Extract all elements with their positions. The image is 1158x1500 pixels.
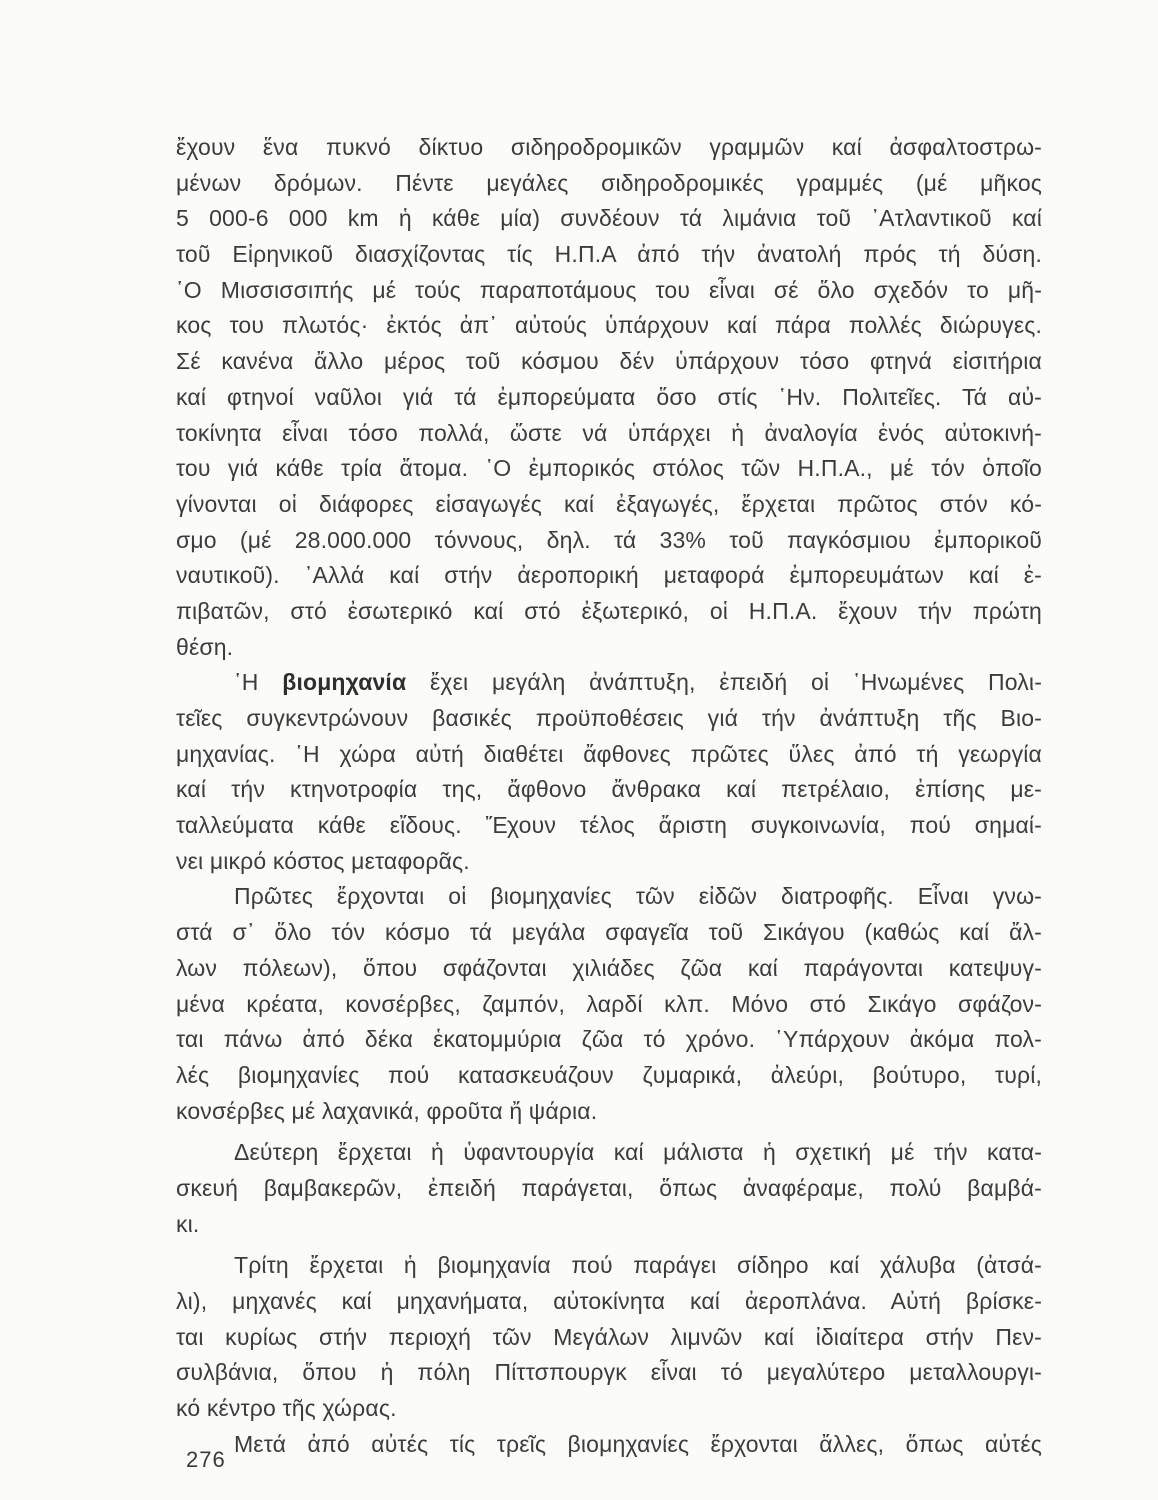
text-line: τοκίνητα εἶναι τόσο πολλά, ὥστε νά ὑπάρχει ἡ ἀναλογία ἑνός αὐτοκινή-	[176, 419, 1042, 446]
paragraph	[176, 1248, 1042, 1426]
page-number: 276	[186, 1447, 226, 1472]
text-run: ῾Η	[234, 669, 283, 696]
text-line: στά σ᾿ ὅλο τόν κόσμο τά μεγάλα σφαγεῖα τοῦ Σικάγου (καθώς καί ἄλ-	[176, 919, 1042, 946]
text-line	[176, 665, 1042, 701]
text-line: Δεύτερη ἔρχεται ἡ ὑφαντουργία καί μάλιστα ἡ σχετική μέ τήν κατα-	[234, 1139, 1042, 1166]
text-line: καί τήν κτηνοτροφία της, ἄφθονο ἄνθρακα καί πετρέλαιο, ἐπίσης με-	[176, 776, 1042, 803]
text-line: ται κυρίως στήν περιοχή τῶν Μεγάλων λιμνῶν καί ἰδιαίτερα στήν Πεν-	[176, 1323, 1042, 1350]
text-line: μένα κρέατα, κονσέρβες, ζαμπόν, λαρδί κλπ. Μόνο στό Σικάγο σφάζον-	[176, 990, 1042, 1017]
text-line: τοῦ Εἰρηνικοῦ διασχίζοντας τίς Η.Π.Α ἀπό τήν ἀνατολή πρός τή δύση.	[176, 241, 1042, 268]
paragraph	[176, 130, 1042, 665]
text-line: πιβατῶν, στό ἐσωτερικό καί στό ἐξωτερικό, οἱ Η.Π.Α. ἔχουν τήν πρώτη	[176, 597, 1042, 624]
paragraph	[176, 879, 1042, 1129]
text-run: ἔχει μεγάλη ἀνάπτυξη, ἐπειδή οἱ ῾Ηνωμένες Πολι-	[406, 669, 1043, 696]
text-line: Τρίτη ἔρχεται ἡ βιομηχανία πού παράγει σίδηρο καί χάλυβα (ἀτσά-	[234, 1252, 1042, 1279]
text-line: ταλλεύματα κάθε εἴδους. Ἔχουν τέλος ἄριστη συγκοινωνία, πού σημαί-	[176, 812, 1042, 839]
text-line: 5 000-6 000 km ἡ κάθε μία) συνδέουν τά λιμάνια τοῦ ᾿Ατλαντικοῦ καί	[176, 205, 1042, 232]
paragraph	[176, 1427, 1042, 1463]
text-line: κος του πλωτός· ἐκτός ἀπ᾿ αὐτούς ὑπάρχουν καί πάρα πολλές διώρυγες.	[176, 312, 1042, 339]
text-line: γίνονται οἱ διάφορες εἰσαγωγές καί ἐξαγωγές, ἔρχεται πρῶτος στόν κό-	[176, 490, 1042, 517]
text-line: μηχανίας. ῾Η χώρα αὐτή διαθέτει ἄφθονες πρῶτες ὕλες ἀπό τή γεωργία	[176, 740, 1042, 767]
text-line: κό κέντρο τῆς χώρας.	[176, 1395, 397, 1422]
text-line: ται πάνω ἀπό δέκα ἑκατομμύρια ζῶα τό χρόνο. ῾Υπάρχουν ἀκόμα πολ-	[176, 1026, 1042, 1053]
text-line: τεῖες συγκεντρώνουν βασικές προϋποθέσεις γιά τήν ἀνάπτυξη τῆς Βιο-	[176, 705, 1042, 731]
paragraph	[176, 1135, 1042, 1242]
text-line: καί φτηνοί ναῦλοι γιά τά ἐμπορεύματα ὅσο στίς ῾Ην. Πολιτεῖες. Τά αὐ-	[176, 383, 1042, 410]
text-line: μένων δρόμων. Πέντε μεγάλες σιδηροδρομικές γραμμές (μέ μῆκος	[176, 169, 1042, 196]
text-line: λων πόλεων), ὅπου σφάζονται χιλιάδες ζῶα καί παράγονται κατεψυγ-	[176, 954, 1042, 981]
text-line: συλβάνια, ὅπου ἡ πόλη Πίττσπουργκ εἶναι τό μεγαλύτερο μεταλλουργι-	[176, 1359, 1042, 1386]
text-line: σκευή βαμβακερῶν, ἐπειδή παράγεται, ὅπως ἀναφέραμε, πολύ βαμβά-	[176, 1174, 1042, 1201]
text-line: Σέ κανένα ἄλλο μέρος τοῦ κόσμου δέν ὑπάρχουν τόσο φτηνά εἰσιτήρια	[176, 348, 1042, 375]
text-line: Μετά ἀπό αὐτές τίς τρεῖς βιομηχανίες ἔρχονται ἄλλες, ὅπως αὐτές	[234, 1430, 1042, 1457]
text-line: κι.	[176, 1210, 200, 1237]
body-text	[176, 130, 1042, 1462]
text-line: ναυτικοῦ). ᾿Αλλά καί στήν ἀεροπορική μεταφορά ἐμπορευμάτων καί ἐ-	[176, 562, 1042, 589]
text-line: Πρῶτες ἔρχονται οἱ βιομηχανίες τῶν εἰδῶν διατροφῆς. Εἶναι γνω-	[234, 883, 1042, 910]
text-line: λι), μηχανές καί μηχανήματα, αὐτοκίνητα καί ἀεροπλάνα. Αὐτή βρίσκε-	[176, 1288, 1042, 1314]
text-line: σμο (μέ 28.000.000 τόννους, δηλ. τά 33% τοῦ παγκόσμιου ἐμπορικοῦ	[176, 526, 1042, 553]
text-line: ῾Ο Μισσισσιπής μέ τούς παραποτάμους του εἶναι σέ ὅλο σχεδόν το μῆ-	[176, 276, 1042, 303]
text-line: ἔχουν ἕνα πυκνό δίκτυο σιδηροδρομικῶν γραμμῶν καί ἀσφαλτοστρω-	[176, 134, 1042, 160]
text-line: κονσέρβες μέ λαχανικά, φροῦτα ἤ ψάρια.	[176, 1097, 598, 1124]
text-line: του γιά κάθε τρία ἄτομα. ῾Ο ἐμπορικός στόλος τῶν Η.Π.Α., μέ τόν ὁποῖο	[176, 455, 1042, 482]
text-line: θέση.	[176, 633, 234, 660]
bold-term: βιομηχανία	[282, 669, 407, 696]
paragraph	[176, 665, 1042, 879]
text-line: νει μικρό κόστος μεταφορᾶς.	[176, 847, 470, 874]
text-line: λές βιομηχανίες πού κατασκευάζουν ζυμαρικά, ἀλεύρι, βούτυρο, τυρί,	[176, 1061, 1042, 1088]
